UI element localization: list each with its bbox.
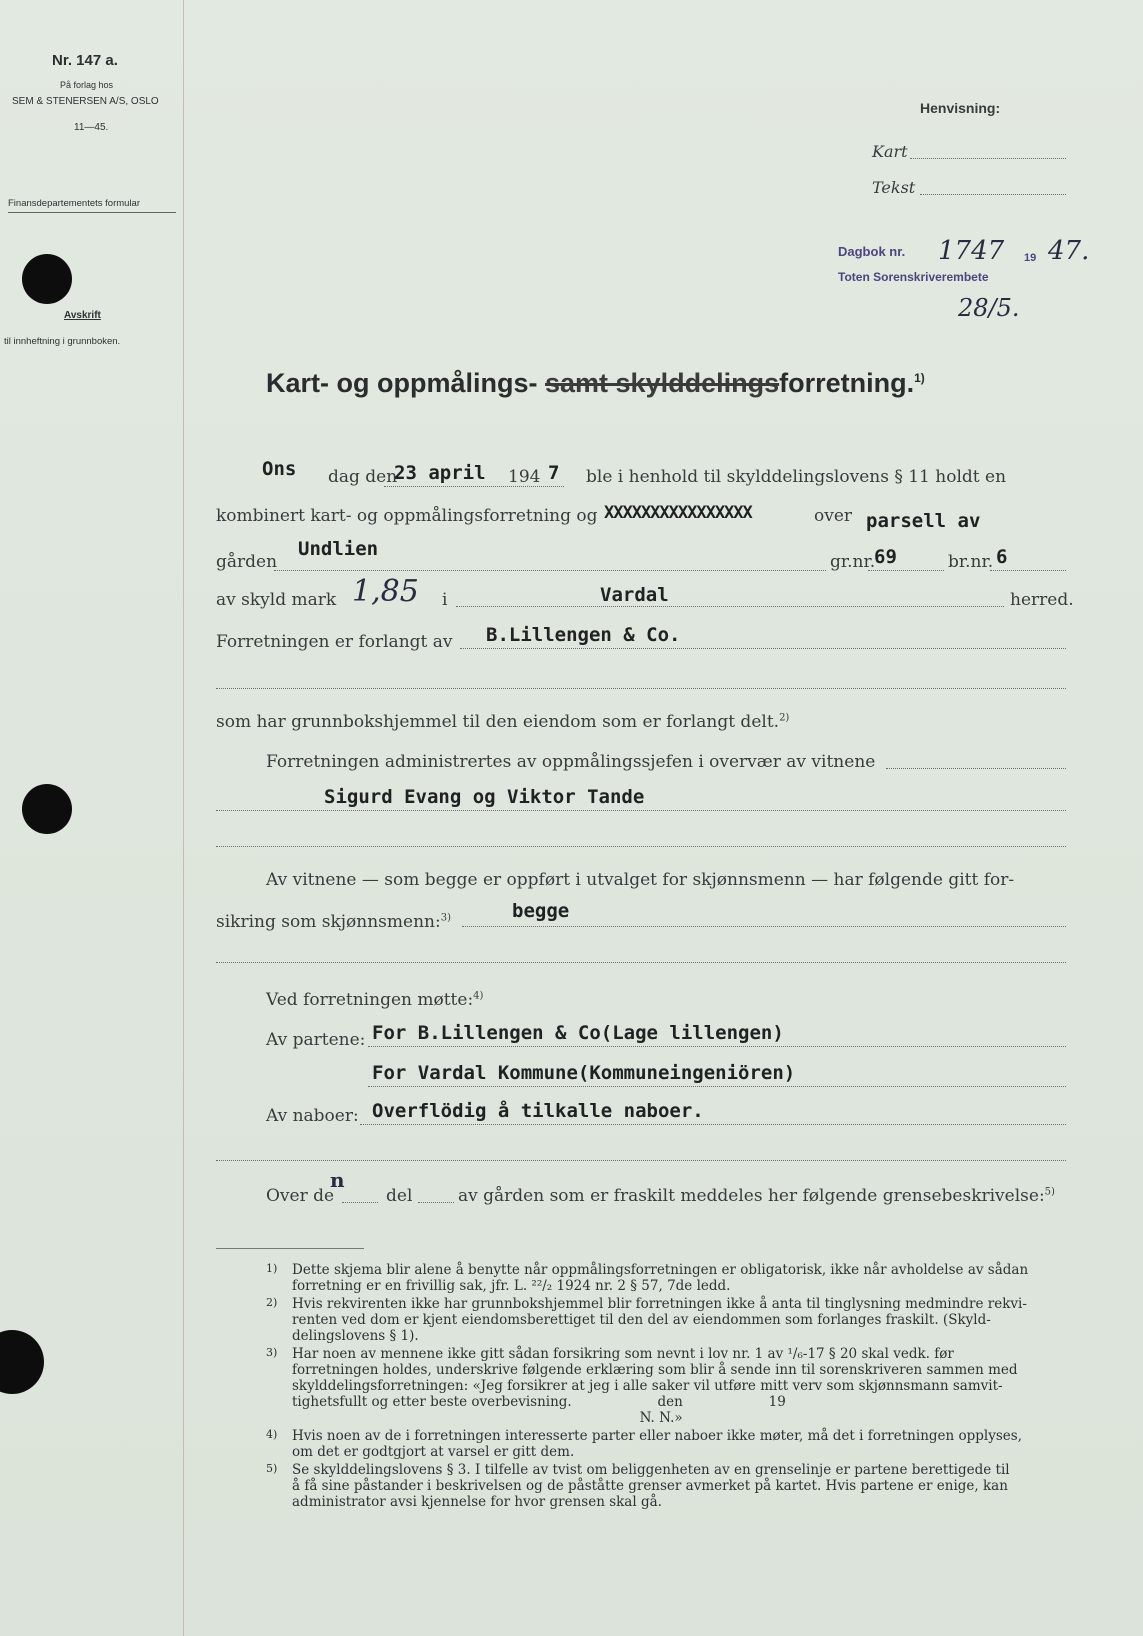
footnote-line: renten ved dom er kjent eiendomsberettiget til den del av eiendommen som forlanges fraskilt. (Skyld- — [292, 1312, 991, 1328]
divider — [8, 212, 176, 213]
year-prefix: 194 — [508, 467, 541, 487]
del-field — [418, 1202, 454, 1203]
naboer-value: Overflödig å tilkalle naboer. — [372, 1100, 704, 1122]
forlangt-field — [460, 648, 1066, 649]
mote-note: 4) — [473, 990, 484, 1002]
herred-field — [456, 606, 1004, 607]
tekst-label: Tekst — [872, 178, 916, 197]
footnote-line: administrator avsi kjennelse for hvor grensen skal gå. — [292, 1494, 662, 1510]
witnesses-field — [216, 810, 1066, 811]
forlangt-label: Forretningen er forlangt av — [216, 632, 453, 652]
grnr-value: 69 — [874, 546, 897, 568]
partene-field — [368, 1046, 1066, 1047]
mote-label-body: Ved forretningen møtte: — [266, 990, 474, 1010]
kart-field — [910, 158, 1066, 159]
brnr-label: br.nr. — [948, 552, 994, 572]
printer-name: SEM & STENERSEN A/S, OSLO — [12, 96, 159, 107]
vitner-field — [462, 926, 1066, 927]
grnr-field — [868, 570, 944, 571]
del-label: del — [386, 1186, 413, 1206]
date-value: 23 april — [394, 462, 486, 484]
partene-field — [368, 1086, 1066, 1087]
form-number: Nr. 147 a. — [52, 52, 118, 69]
mote-label — [266, 990, 483, 1010]
text-line2: kombinert kart- og oppmålingsforretning og — [216, 506, 598, 526]
grunnbok-text-body: som har grunnbokshjemmel til den eiendom som er forlangt delt. — [216, 712, 780, 732]
printer-line: På forlag hos — [60, 80, 114, 90]
admin-text: Forretningen administrertes av oppmålingssjefen i overvær av vitnene — [266, 752, 876, 772]
footnote-line: forretningen holdes, underskrive følgende erklæring som blir å sende inn til sorenskriveren sammen med — [292, 1362, 1018, 1378]
struck-typed: XXXXXXXXXXXXXXXX — [604, 503, 752, 523]
title-struck: samt skylddelings — [545, 368, 780, 398]
witnesses-value: Sigurd Evang og Viktor Tande — [324, 786, 645, 808]
footnote-number: 4) — [266, 1428, 278, 1441]
tekst-field — [920, 194, 1066, 195]
naboer-field — [360, 1124, 1066, 1125]
i-label: i — [442, 590, 448, 610]
over-de-field — [342, 1202, 378, 1203]
dag-label: dag den — [328, 467, 398, 487]
dagbok-stamp-label: Dagbok nr. — [838, 244, 906, 259]
grunnbok-note: 2) — [779, 712, 790, 724]
footnote-line: N. N.» — [292, 1410, 683, 1426]
margin-rule — [183, 0, 184, 1636]
partene-value-1: For B.Lillengen & Co(Lage lillengen) — [372, 1022, 784, 1044]
garden-field — [274, 570, 826, 571]
title-note: 1) — [914, 371, 925, 385]
year-digit: 7 — [548, 462, 560, 484]
blank-field — [216, 846, 1066, 847]
footnote-line: forretning er en frivillig sak, jfr. L. ²²/₂ 1924 nr. 2 § 57, 7de ledd. — [292, 1278, 731, 1294]
forlangt-value: B.Lillengen & Co. — [486, 624, 681, 646]
vitner-note: 3) — [440, 912, 451, 924]
admin-field — [886, 768, 1066, 769]
vitner-text-cont — [216, 912, 451, 932]
kart-label: Kart — [872, 142, 908, 161]
footnote-line: delingslovens § 1). — [292, 1328, 419, 1344]
title-end: forretning. — [779, 368, 915, 398]
over-de-insert: n — [330, 1168, 345, 1192]
footnote-line: skylddelingsforretningen: «Jeg forsikrer at jeg i alle saker vil utføre mitt verv som skjønnsmann samvit- — [292, 1378, 1003, 1394]
print-date: 11—45. — [74, 122, 109, 133]
dagbok-year-prefix: 19 — [1024, 252, 1037, 264]
punch-hole — [22, 784, 72, 834]
footnote-line: Dette skjema blir alene å benytte når oppmålingsforretningen er obligatorisk, ikke når avholdelse av sådan — [292, 1262, 1029, 1278]
footnote-line: om det er godtgjort at varsel er gitt dem. — [292, 1444, 575, 1460]
punch-hole — [22, 254, 72, 304]
vitner-value: begge — [512, 900, 570, 922]
vitner-text: Av vitnene — som begge er oppført i utvalget for skjønnsmenn — har følgende gitt for- — [266, 870, 1015, 890]
office-stamp: Toten Sorenskriverembete — [838, 270, 989, 284]
copy-note: til innheftning i grunnboken. — [4, 336, 121, 347]
blank-field — [216, 1160, 1066, 1161]
title-main: Kart- og oppmålings- — [266, 368, 545, 398]
partene-value-2: For Vardal Kommune(Kommuneingeniören) — [372, 1062, 796, 1084]
punch-hole — [0, 1330, 44, 1394]
fraskilt-text — [458, 1186, 1055, 1206]
fraskilt-note: 5) — [1044, 1186, 1055, 1198]
footnote-number: 3) — [266, 1346, 278, 1359]
footnote-line: å få sine påstander i beskrivelsen og de påståtte grenser avmerket på kartet. Hvis partene er enige, kan — [292, 1478, 1008, 1494]
herred-label: herred. — [1010, 590, 1074, 610]
partene-label: Av partene: — [266, 1030, 366, 1050]
stamp-date: 28/5. — [958, 294, 1020, 322]
footnote-line: Hvis noen av de i forretningen interesserte parter eller naboer ikke møter, må det i forretningen opplyses, — [292, 1428, 1022, 1444]
over-de-label: Over de — [266, 1186, 335, 1206]
over-value: parsell av — [866, 510, 981, 532]
grnr-label: gr.nr. — [830, 552, 876, 572]
date-field — [384, 486, 564, 487]
footnote-divider — [216, 1248, 364, 1249]
over-label: over — [814, 506, 853, 526]
footnote-line: Se skylddelingslovens § 3. I tilfelle av tvist om beliggenheten av en grenselinje er partene berettigede til — [292, 1462, 1010, 1478]
garden-value: Undlien — [298, 538, 379, 560]
copy-label: Avskrift — [64, 310, 101, 321]
vitner-text-cont-body: sikring som skjønnsmenn: — [216, 912, 441, 932]
footnote-number: 1) — [266, 1262, 278, 1275]
ministry-form-label: Finansdepartementets formular — [8, 198, 141, 209]
dagbok-number: 1747 — [938, 236, 1005, 266]
dagbok-year: 47. — [1048, 236, 1090, 266]
fraskilt-text-body: av gården som er fraskilt meddeles her følgende grensebeskrivelse: — [458, 1186, 1045, 1206]
blank-field — [216, 688, 1066, 689]
footnote-line: Hvis rekvirenten ikke har grunnbokshjemmel blir forretningen ikke å anta til tinglysning medmindre rekvi- — [292, 1296, 1027, 1312]
footnote-line: Har noen av mennene ikke gitt sådan forsikring som nevnt i lov nr. 1 av ¹/₆-17 § 20 skal vedk. før — [292, 1346, 954, 1362]
footnote-line: tighetsfullt og etter beste overbevisning. den 19 — [292, 1394, 786, 1410]
blank-field — [216, 962, 1066, 963]
page-title — [266, 368, 925, 399]
herred-value: Vardal — [600, 584, 669, 606]
weekday-value: Ons — [262, 458, 297, 480]
footnote-number: 2) — [266, 1296, 278, 1309]
garden-label: gården — [216, 552, 278, 572]
footnote-number: 5) — [266, 1462, 278, 1475]
brnr-field — [990, 570, 1066, 571]
naboer-label: Av naboer: — [266, 1106, 359, 1126]
skyld-label: av skyld mark — [216, 590, 337, 610]
brnr-value: 6 — [996, 546, 1008, 568]
skyld-value: 1,85 — [352, 574, 419, 609]
text-line1: ble i henhold til skylddelingslovens § 11 holdt en — [586, 467, 1007, 487]
reference-title: Henvisning: — [920, 100, 1001, 116]
grunnbok-text — [216, 712, 789, 732]
